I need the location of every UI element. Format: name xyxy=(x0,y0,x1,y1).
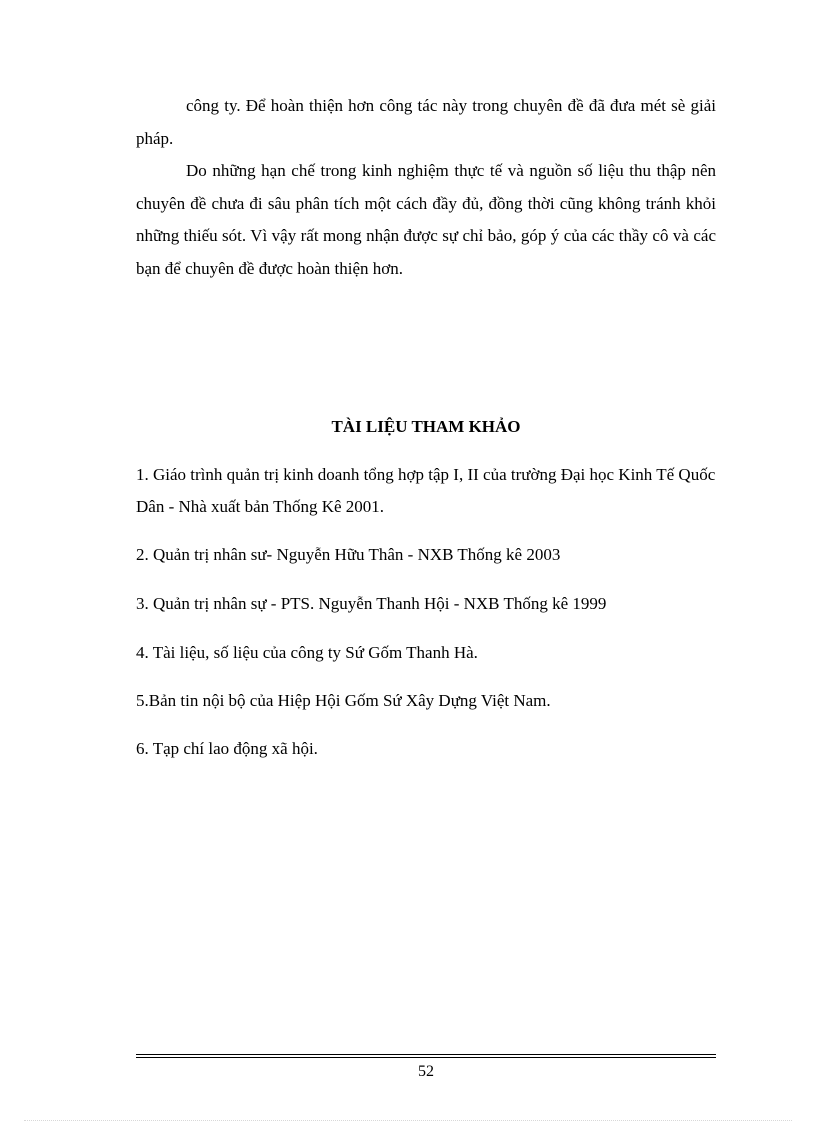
body-paragraph-continuation xyxy=(136,90,716,155)
reference-item-2: 2. Quản trị nhân sư- Nguyễn Hữu Thân - NXB Thống kê 2003 xyxy=(136,545,561,564)
body-paragraph-closing xyxy=(136,155,716,285)
reference-item-3: 3. Quản trị nhân sự - PTS. Nguyễn Thanh Hội - NXB Thống kê 1999 xyxy=(136,594,607,613)
body-paragraph-text: Do những hạn chế trong kinh nghiệm thực tế và nguồn số liệu thu thập nên chuyên đề chưa đi sâu phân tích một cách đầy đủ, đồng thời cũng không tránh khỏi những thiếu sót. Vì vậy rất mong nhận được sự chỉ bảo, góp ý của các thầy cô và các bạn để chuyên đề được hoàn thiện hơn. xyxy=(136,161,716,278)
reference-item-5: 5.Bản tin nội bộ của Hiệp Hội Gốm Sứ Xây Dựng Việt Nam. xyxy=(136,691,551,710)
page-number: 52 xyxy=(418,1063,434,1080)
footer-double-rule xyxy=(136,1054,716,1058)
page-bottom-dotted-edge xyxy=(24,1120,792,1121)
reference-item-1: 1. Giáo trình quản trị kinh doanh tổng hợp tập I, II của trường Đại học Kinh Tế Quốc Dân - Nhà xuất bản Thống Kê 2001. xyxy=(136,465,716,516)
reference-item-6: 6. Tạp chí lao động xã hội. xyxy=(136,739,318,758)
references-heading: TÀI LIỆU THAM KHẢO xyxy=(331,417,521,436)
body-paragraph-text: công ty. Để hoàn thiện hơn công tác này trong chuyên đề đã đưa mét sè giải pháp. xyxy=(136,96,716,148)
reference-item-4: 4. Tài liệu, số liệu của công ty Sứ Gốm Thanh Hà. xyxy=(136,643,478,662)
